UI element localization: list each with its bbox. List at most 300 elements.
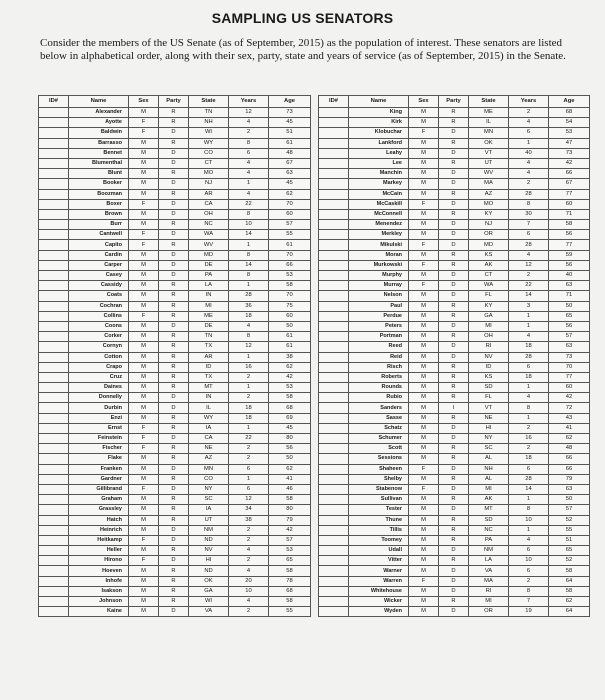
senator-id-cell <box>319 281 349 291</box>
senator-name: Murkowski <box>349 260 409 270</box>
header-state: State <box>189 96 229 108</box>
senator-state: OH <box>189 209 229 219</box>
senator-party: R <box>439 444 469 454</box>
senator-years: 1 <box>509 138 549 148</box>
senator-years: 2 <box>509 423 549 433</box>
senator-party: R <box>439 118 469 128</box>
senator-age: 42 <box>269 525 311 535</box>
senator-id-cell <box>39 281 69 291</box>
senator-name: Heitkamp <box>69 535 129 545</box>
table-row <box>319 393 590 403</box>
table-row <box>319 220 590 230</box>
senator-age: 73 <box>269 108 311 118</box>
senator-id-cell <box>319 434 349 444</box>
senator-name: Reid <box>349 352 409 362</box>
senator-sex: M <box>129 189 159 199</box>
senator-party: R <box>439 535 469 545</box>
senator-id-cell <box>39 372 69 382</box>
table-row <box>39 484 311 494</box>
senator-years: 1 <box>509 383 549 393</box>
senator-sex: F <box>129 556 159 566</box>
senator-name: Menendez <box>349 220 409 230</box>
header-age: Age <box>549 96 590 108</box>
senator-age: 50 <box>269 321 311 331</box>
senator-sex: M <box>409 352 439 362</box>
senator-state: RI <box>469 586 509 596</box>
senator-party: R <box>159 515 189 525</box>
senator-state: ID <box>469 362 509 372</box>
senator-years: 7 <box>509 220 549 230</box>
senator-name: Coons <box>69 321 129 331</box>
senator-party: R <box>159 311 189 321</box>
senator-age: 66 <box>269 260 311 270</box>
senator-name: Portman <box>349 332 409 342</box>
senator-years: 4 <box>229 158 269 168</box>
senator-state: HI <box>469 423 509 433</box>
senator-party: R <box>439 413 469 423</box>
senator-name: Mikulski <box>349 240 409 250</box>
senator-name: Kirk <box>349 118 409 128</box>
senator-name: Collins <box>69 311 129 321</box>
senator-party: R <box>439 301 469 311</box>
table-row <box>39 240 311 250</box>
senator-age: 61 <box>269 138 311 148</box>
senator-sex: M <box>129 342 159 352</box>
senator-state: KS <box>469 372 509 382</box>
senator-age: 58 <box>549 586 590 596</box>
senator-party: D <box>159 464 189 474</box>
senator-years: 1 <box>509 321 549 331</box>
table-row <box>39 423 311 433</box>
senator-age: 79 <box>549 474 590 484</box>
senator-sex: M <box>129 586 159 596</box>
senator-age: 45 <box>269 423 311 433</box>
senator-years: 4 <box>229 321 269 331</box>
senator-state: SD <box>469 383 509 393</box>
table-row <box>319 189 590 199</box>
senator-name: Ernst <box>69 423 129 433</box>
senator-state: AL <box>469 474 509 484</box>
senator-id-cell <box>319 108 349 118</box>
senator-party: D <box>159 403 189 413</box>
table-row <box>39 597 311 607</box>
senator-years: 6 <box>229 484 269 494</box>
senator-name: Rounds <box>349 383 409 393</box>
senator-party: D <box>159 607 189 617</box>
senator-id-cell <box>319 413 349 423</box>
senator-party: D <box>439 352 469 362</box>
table-row <box>39 566 311 576</box>
senator-sex: M <box>409 250 439 260</box>
senator-age: 58 <box>269 597 311 607</box>
senator-years: 20 <box>229 576 269 586</box>
senator-age: 58 <box>269 281 311 291</box>
senator-age: 72 <box>549 403 590 413</box>
senator-id-cell <box>39 515 69 525</box>
senator-party: R <box>159 597 189 607</box>
senator-years: 8 <box>229 332 269 342</box>
senator-state: VA <box>469 566 509 576</box>
senator-id-cell <box>39 495 69 505</box>
senator-sex: M <box>409 169 439 179</box>
senator-name: Isakson <box>69 586 129 596</box>
senator-id-cell <box>39 301 69 311</box>
senator-name: Gardner <box>69 474 129 484</box>
senator-party: R <box>159 576 189 586</box>
senator-party: R <box>159 281 189 291</box>
table-row <box>319 311 590 321</box>
senator-years: 4 <box>509 158 549 168</box>
senator-name: Whitehouse <box>349 586 409 596</box>
senator-years: 6 <box>509 230 549 240</box>
senator-age: 47 <box>549 138 590 148</box>
senator-name: Brown <box>69 209 129 219</box>
table-row <box>319 291 590 301</box>
senator-name: Cochran <box>69 301 129 311</box>
senator-id-cell <box>39 260 69 270</box>
senator-age: 75 <box>269 301 311 311</box>
senator-sex: M <box>409 525 439 535</box>
senator-id-cell <box>39 240 69 250</box>
header-party: Party <box>439 96 469 108</box>
senator-party: D <box>159 260 189 270</box>
senator-age: 69 <box>269 413 311 423</box>
senator-state: IA <box>189 423 229 433</box>
senator-years: 8 <box>229 271 269 281</box>
senator-name: Shaheen <box>349 464 409 474</box>
table-row <box>319 352 590 362</box>
senator-state: AK <box>469 495 509 505</box>
senator-sex: F <box>409 484 439 494</box>
senator-party: R <box>159 352 189 362</box>
table-row <box>319 586 590 596</box>
table-row <box>39 383 311 393</box>
senator-sex: M <box>129 576 159 586</box>
senator-sex: F <box>409 464 439 474</box>
senator-name: Feinstein <box>69 434 129 444</box>
senator-state: IN <box>189 393 229 403</box>
senator-party: D <box>159 128 189 138</box>
senator-years: 34 <box>229 505 269 515</box>
senator-sex: M <box>409 495 439 505</box>
table-row <box>319 372 590 382</box>
senator-sex: M <box>409 332 439 342</box>
senator-party: D <box>439 291 469 301</box>
table-row <box>319 383 590 393</box>
senator-party: R <box>159 505 189 515</box>
table-row <box>319 597 590 607</box>
table-row <box>39 321 311 331</box>
senator-years: 6 <box>509 362 549 372</box>
senator-state: UT <box>189 515 229 525</box>
table-row <box>319 525 590 535</box>
senator-id-cell <box>319 260 349 270</box>
senator-sex: M <box>409 158 439 168</box>
senator-age: 55 <box>269 230 311 240</box>
senator-age: 65 <box>549 546 590 556</box>
header-id: ID# <box>39 96 69 108</box>
senator-name: Sessions <box>349 454 409 464</box>
senator-party: D <box>159 250 189 260</box>
senator-age: 55 <box>269 607 311 617</box>
senator-state: MO <box>469 199 509 209</box>
senator-state: MN <box>189 464 229 474</box>
senator-years: 6 <box>509 464 549 474</box>
senator-party: R <box>439 474 469 484</box>
senator-name: Coats <box>69 291 129 301</box>
senator-id-cell <box>319 556 349 566</box>
senator-sex: M <box>409 403 439 413</box>
senator-name: McCain <box>349 189 409 199</box>
senator-id-cell <box>39 505 69 515</box>
senator-state: TN <box>189 108 229 118</box>
senator-party: D <box>159 484 189 494</box>
senator-state: NJ <box>189 179 229 189</box>
senator-id-cell <box>319 586 349 596</box>
senator-sex: M <box>409 301 439 311</box>
senator-age: 73 <box>549 148 590 158</box>
senator-years: 10 <box>229 220 269 230</box>
senator-sex: M <box>129 546 159 556</box>
senator-age: 64 <box>549 607 590 617</box>
senator-party: R <box>159 291 189 301</box>
senator-id-cell <box>39 546 69 556</box>
senator-party: R <box>439 372 469 382</box>
senator-sex: M <box>409 321 439 331</box>
senator-party: D <box>159 393 189 403</box>
senator-age: 53 <box>269 383 311 393</box>
senator-state: MI <box>469 321 509 331</box>
senator-name: Lee <box>349 158 409 168</box>
senator-id-cell <box>319 209 349 219</box>
senator-sex: F <box>129 240 159 250</box>
senator-id-cell <box>39 423 69 433</box>
senator-state: NY <box>189 484 229 494</box>
senator-party: R <box>159 423 189 433</box>
senator-id-cell <box>39 576 69 586</box>
senator-party: R <box>439 311 469 321</box>
senator-years: 7 <box>509 597 549 607</box>
senator-party: R <box>159 169 189 179</box>
senator-name: Blunt <box>69 169 129 179</box>
senator-years: 1 <box>229 474 269 484</box>
senator-party: R <box>159 454 189 464</box>
senator-party: R <box>159 108 189 118</box>
page-title: SAMPLING US SENATORS <box>211 10 394 26</box>
senator-party: D <box>439 179 469 189</box>
senator-name: Graham <box>69 495 129 505</box>
senator-state: NC <box>189 220 229 230</box>
senator-party: R <box>439 332 469 342</box>
senator-years: 4 <box>229 566 269 576</box>
senator-party: D <box>439 423 469 433</box>
table-row <box>39 281 311 291</box>
senator-state: MT <box>469 505 509 515</box>
senator-name: Johnson <box>69 597 129 607</box>
senator-party: R <box>439 250 469 260</box>
senator-state: ME <box>189 311 229 321</box>
senator-name: Alexander <box>69 108 129 118</box>
table-row <box>319 474 590 484</box>
table-row <box>39 332 311 342</box>
senator-id-cell <box>39 271 69 281</box>
senator-id-cell <box>39 454 69 464</box>
table-row <box>319 199 590 209</box>
senator-age: 70 <box>269 250 311 260</box>
senator-name: Gillibrand <box>69 484 129 494</box>
senator-party: D <box>439 230 469 240</box>
header-years: Years <box>229 96 269 108</box>
senator-age: 68 <box>549 108 590 118</box>
senator-sex: M <box>129 597 159 607</box>
senator-id-cell <box>319 220 349 230</box>
header-party: Party <box>159 96 189 108</box>
senator-years: 4 <box>229 118 269 128</box>
senator-age: 45 <box>269 118 311 128</box>
table-row <box>319 250 590 260</box>
senator-age: 77 <box>549 372 590 382</box>
senator-sex: M <box>409 383 439 393</box>
senator-state: LA <box>469 556 509 566</box>
senator-age: 61 <box>269 342 311 352</box>
senator-name: Burr <box>69 220 129 230</box>
senator-state: IL <box>469 118 509 128</box>
senator-name: Wicker <box>349 597 409 607</box>
senator-id-cell <box>39 444 69 454</box>
senator-age: 52 <box>549 556 590 566</box>
senator-name: Leahy <box>349 148 409 158</box>
senator-id-cell <box>319 301 349 311</box>
intro-paragraph: Consider the members of the US Senate (as of September, 2015) as the population of interest. These senators are listed below in alphabetical order, along with their sex, party, state and years of service (as of September, 2015) in the Senate. <box>40 37 566 62</box>
senator-state: VT <box>469 403 509 413</box>
senator-party: R <box>439 393 469 403</box>
table-row <box>39 220 311 230</box>
table-row <box>319 423 590 433</box>
senator-name: Klobuchar <box>349 128 409 138</box>
senator-name: Roberts <box>349 372 409 382</box>
table-row <box>319 332 590 342</box>
senator-id-cell <box>319 179 349 189</box>
senator-state: NE <box>189 444 229 454</box>
senator-state: NY <box>469 434 509 444</box>
senator-state: NH <box>189 118 229 128</box>
header-sex: Sex <box>129 96 159 108</box>
senator-party: D <box>159 148 189 158</box>
senator-sex: M <box>409 444 439 454</box>
senator-age: 48 <box>549 444 590 454</box>
senator-id-cell <box>319 291 349 301</box>
senator-years: 12 <box>229 495 269 505</box>
senator-state: CT <box>469 271 509 281</box>
senator-name: Flake <box>69 454 129 464</box>
senator-sex: M <box>129 474 159 484</box>
senator-state: IL <box>189 403 229 413</box>
senator-name: Tillis <box>349 525 409 535</box>
senator-age: 68 <box>269 586 311 596</box>
senator-age: 64 <box>549 576 590 586</box>
table-row <box>39 352 311 362</box>
senator-party: D <box>439 148 469 158</box>
table-row <box>39 118 311 128</box>
senator-party: R <box>439 209 469 219</box>
table-row <box>319 230 590 240</box>
table-row <box>39 464 311 474</box>
senator-id-cell <box>39 169 69 179</box>
table-row <box>319 413 590 423</box>
senator-sex: M <box>129 148 159 158</box>
senator-name: Cardin <box>69 250 129 260</box>
senator-name: Shelby <box>349 474 409 484</box>
senator-name: Cornyn <box>69 342 129 352</box>
table-row <box>39 301 311 311</box>
senator-years: 8 <box>229 250 269 260</box>
senator-name: Reed <box>349 342 409 352</box>
senator-sex: M <box>129 220 159 230</box>
senator-age: 63 <box>269 169 311 179</box>
senator-sex: M <box>409 372 439 382</box>
table-row <box>39 372 311 382</box>
senator-party: R <box>439 138 469 148</box>
senator-name: Booker <box>69 179 129 189</box>
senator-years: 6 <box>509 128 549 138</box>
table-row <box>319 169 590 179</box>
senator-years: 14 <box>509 291 549 301</box>
senator-state: CT <box>189 158 229 168</box>
senator-name: Lankford <box>349 138 409 148</box>
senator-age: 57 <box>269 220 311 230</box>
table-row <box>39 576 311 586</box>
table-row <box>39 586 311 596</box>
senator-age: 40 <box>549 271 590 281</box>
senator-age: 59 <box>549 250 590 260</box>
senator-id-cell <box>319 271 349 281</box>
senator-state: CA <box>189 199 229 209</box>
senator-years: 18 <box>229 413 269 423</box>
senator-id-cell <box>319 576 349 586</box>
senator-sex: M <box>129 403 159 413</box>
senator-party: R <box>159 444 189 454</box>
senator-state: WA <box>469 281 509 291</box>
senator-sex: M <box>409 138 439 148</box>
table-row <box>319 607 590 617</box>
senator-age: 53 <box>269 546 311 556</box>
senator-years: 4 <box>229 169 269 179</box>
senator-sex: F <box>409 576 439 586</box>
table-row <box>319 138 590 148</box>
senator-state: WA <box>189 230 229 240</box>
senator-name: Murray <box>349 281 409 291</box>
senator-state: MO <box>189 169 229 179</box>
senator-party: D <box>439 505 469 515</box>
senator-state: WY <box>189 413 229 423</box>
senator-state: TN <box>189 332 229 342</box>
senator-sex: M <box>409 566 439 576</box>
senator-years: 8 <box>509 403 549 413</box>
senator-name: Hirono <box>69 556 129 566</box>
senator-years: 4 <box>509 535 549 545</box>
table-row <box>39 230 311 240</box>
senator-party: R <box>439 515 469 525</box>
senator-years: 2 <box>509 271 549 281</box>
senator-party: R <box>159 474 189 484</box>
senator-id-cell <box>39 128 69 138</box>
senator-id-cell <box>39 413 69 423</box>
senator-sex: F <box>129 230 159 240</box>
senator-name: Franken <box>69 464 129 474</box>
senator-state: RI <box>469 342 509 352</box>
header-name: Name <box>349 96 409 108</box>
senator-age: 62 <box>549 597 590 607</box>
